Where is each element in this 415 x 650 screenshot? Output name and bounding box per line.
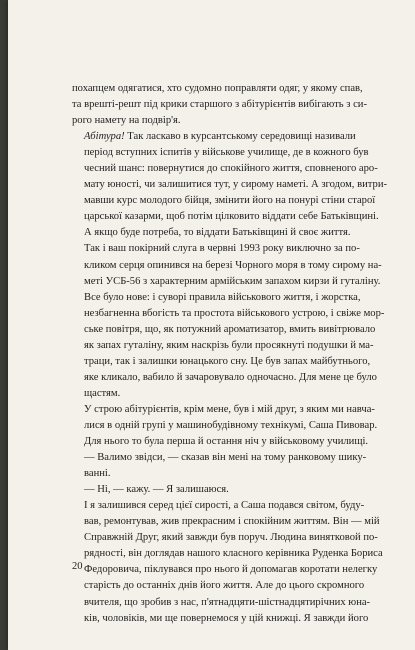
- text-line: мавши курс молодого бійця, змінити його на понурі стіни старої: [84, 195, 376, 207]
- paragraph: [72, 81, 392, 129]
- text-line: [72, 129, 392, 145]
- text-line: лися в одній групі у машинобудівному технікумі, Саша Пивовар.: [84, 419, 378, 431]
- paragraph: [72, 402, 392, 450]
- paragraph: [72, 241, 392, 289]
- paragraph: [72, 290, 392, 402]
- book-page: [8, 0, 415, 650]
- text-line: ське повітря, що, як потужний ароматизатор, вмить вивітрювало: [84, 323, 376, 335]
- text-line: траци, так і залишки юнацького сну. Це був запах майбутнього,: [84, 355, 371, 367]
- text-line: І я залишився серед цієї сирості, а Саша подався світом, буду-: [84, 500, 365, 512]
- text-line: період вступних іспитів у військове училище, де в кожного був: [84, 147, 369, 159]
- text-line: яке кликало, вабило й зачаровувало одночасно. Для мене це було: [84, 371, 377, 383]
- text-line: вав, ремонтував, жив прекрасним і спокійним життям. Він — мій: [84, 516, 380, 528]
- text-line: рого намету на подвір'я.: [72, 115, 181, 127]
- text-line: Для нього то була перша й остання ніч у військовому училищі.: [84, 436, 369, 448]
- italic-emphasis: Абітура!: [84, 131, 125, 143]
- text-line: ванні.: [84, 468, 111, 480]
- paragraph: [72, 450, 392, 482]
- text-line: вчителя, що зробив з нас, п'ятнадцяти-шістнадцятирічних юна-: [84, 596, 371, 608]
- text-line: Справжній Друг, який завжди був поруч. Людина винятковой по-: [84, 532, 378, 544]
- text-line: щастям.: [84, 387, 121, 399]
- text-line: похапцем одягатися, хто судомно поправляти одяг, у якому спав,: [72, 83, 363, 94]
- text-line: — Валимо звідси, — сказав він мені на тому ранковому шику-: [84, 452, 367, 464]
- page-number: 20: [72, 561, 83, 572]
- text-line: чесний шанс: повернутися до спокійного життя, сповненого аро-: [84, 163, 378, 175]
- text-line: Так і ваш покірний слуга в червні 1993 року виключно за по-: [84, 243, 360, 255]
- text-line: незбагненна вбогість та простота військового устрою, і свіже мор-: [84, 307, 385, 319]
- text-line: ків, чоловіків, ми ще повернемося у цій книжці. Я завжди його: [84, 612, 369, 624]
- text-line: кликом серця опинився на березі Чорного моря в тому сирому на-: [84, 259, 382, 271]
- text-line: Все було нове: і суворі правила військового життя, і жорстка,: [84, 291, 361, 303]
- text-line: Федоровича, піклувався про нього й допомагав коротати нелегку: [84, 564, 378, 576]
- text-line: рядності, він доглядав нашого класного керівника Руденка Бориса: [84, 548, 383, 560]
- text-line: мату юності, чи залишитися тут, у сирому наметі. А згодом, витри-: [84, 179, 388, 191]
- text-line: А якщо буде потреба, то віддати Батьківщині й своє життя.: [84, 227, 351, 239]
- paragraph: [72, 498, 392, 626]
- text-line: У строю абітурієнтів, крім мене, був і мій друг, з яким ми навча-: [84, 403, 375, 415]
- text-line: старість до останніх днів його життя. Але до цього скромного: [84, 580, 365, 592]
- text-line: царської казарми, щоб потім цілковито віддати себе Батьківщині.: [84, 211, 379, 223]
- paragraph: [72, 129, 392, 241]
- body-text: [72, 81, 392, 627]
- paragraph: [72, 482, 392, 498]
- text-line: меті УСБ-56 з характерним армійським запахом кирзи й гуталіну.: [84, 275, 381, 287]
- text-run: Так ласкаво в курсантському середовищі називали: [124, 131, 356, 143]
- text-line: та врешті-решт під крики старшого з абітурієнтів вибігають з си-: [72, 99, 367, 111]
- text-line: як запах гуталіну, яким наскрізь були просякнуті подушки й ма-: [84, 339, 374, 351]
- text-line: — Ні, — кажу. — Я залишаюся.: [84, 484, 229, 496]
